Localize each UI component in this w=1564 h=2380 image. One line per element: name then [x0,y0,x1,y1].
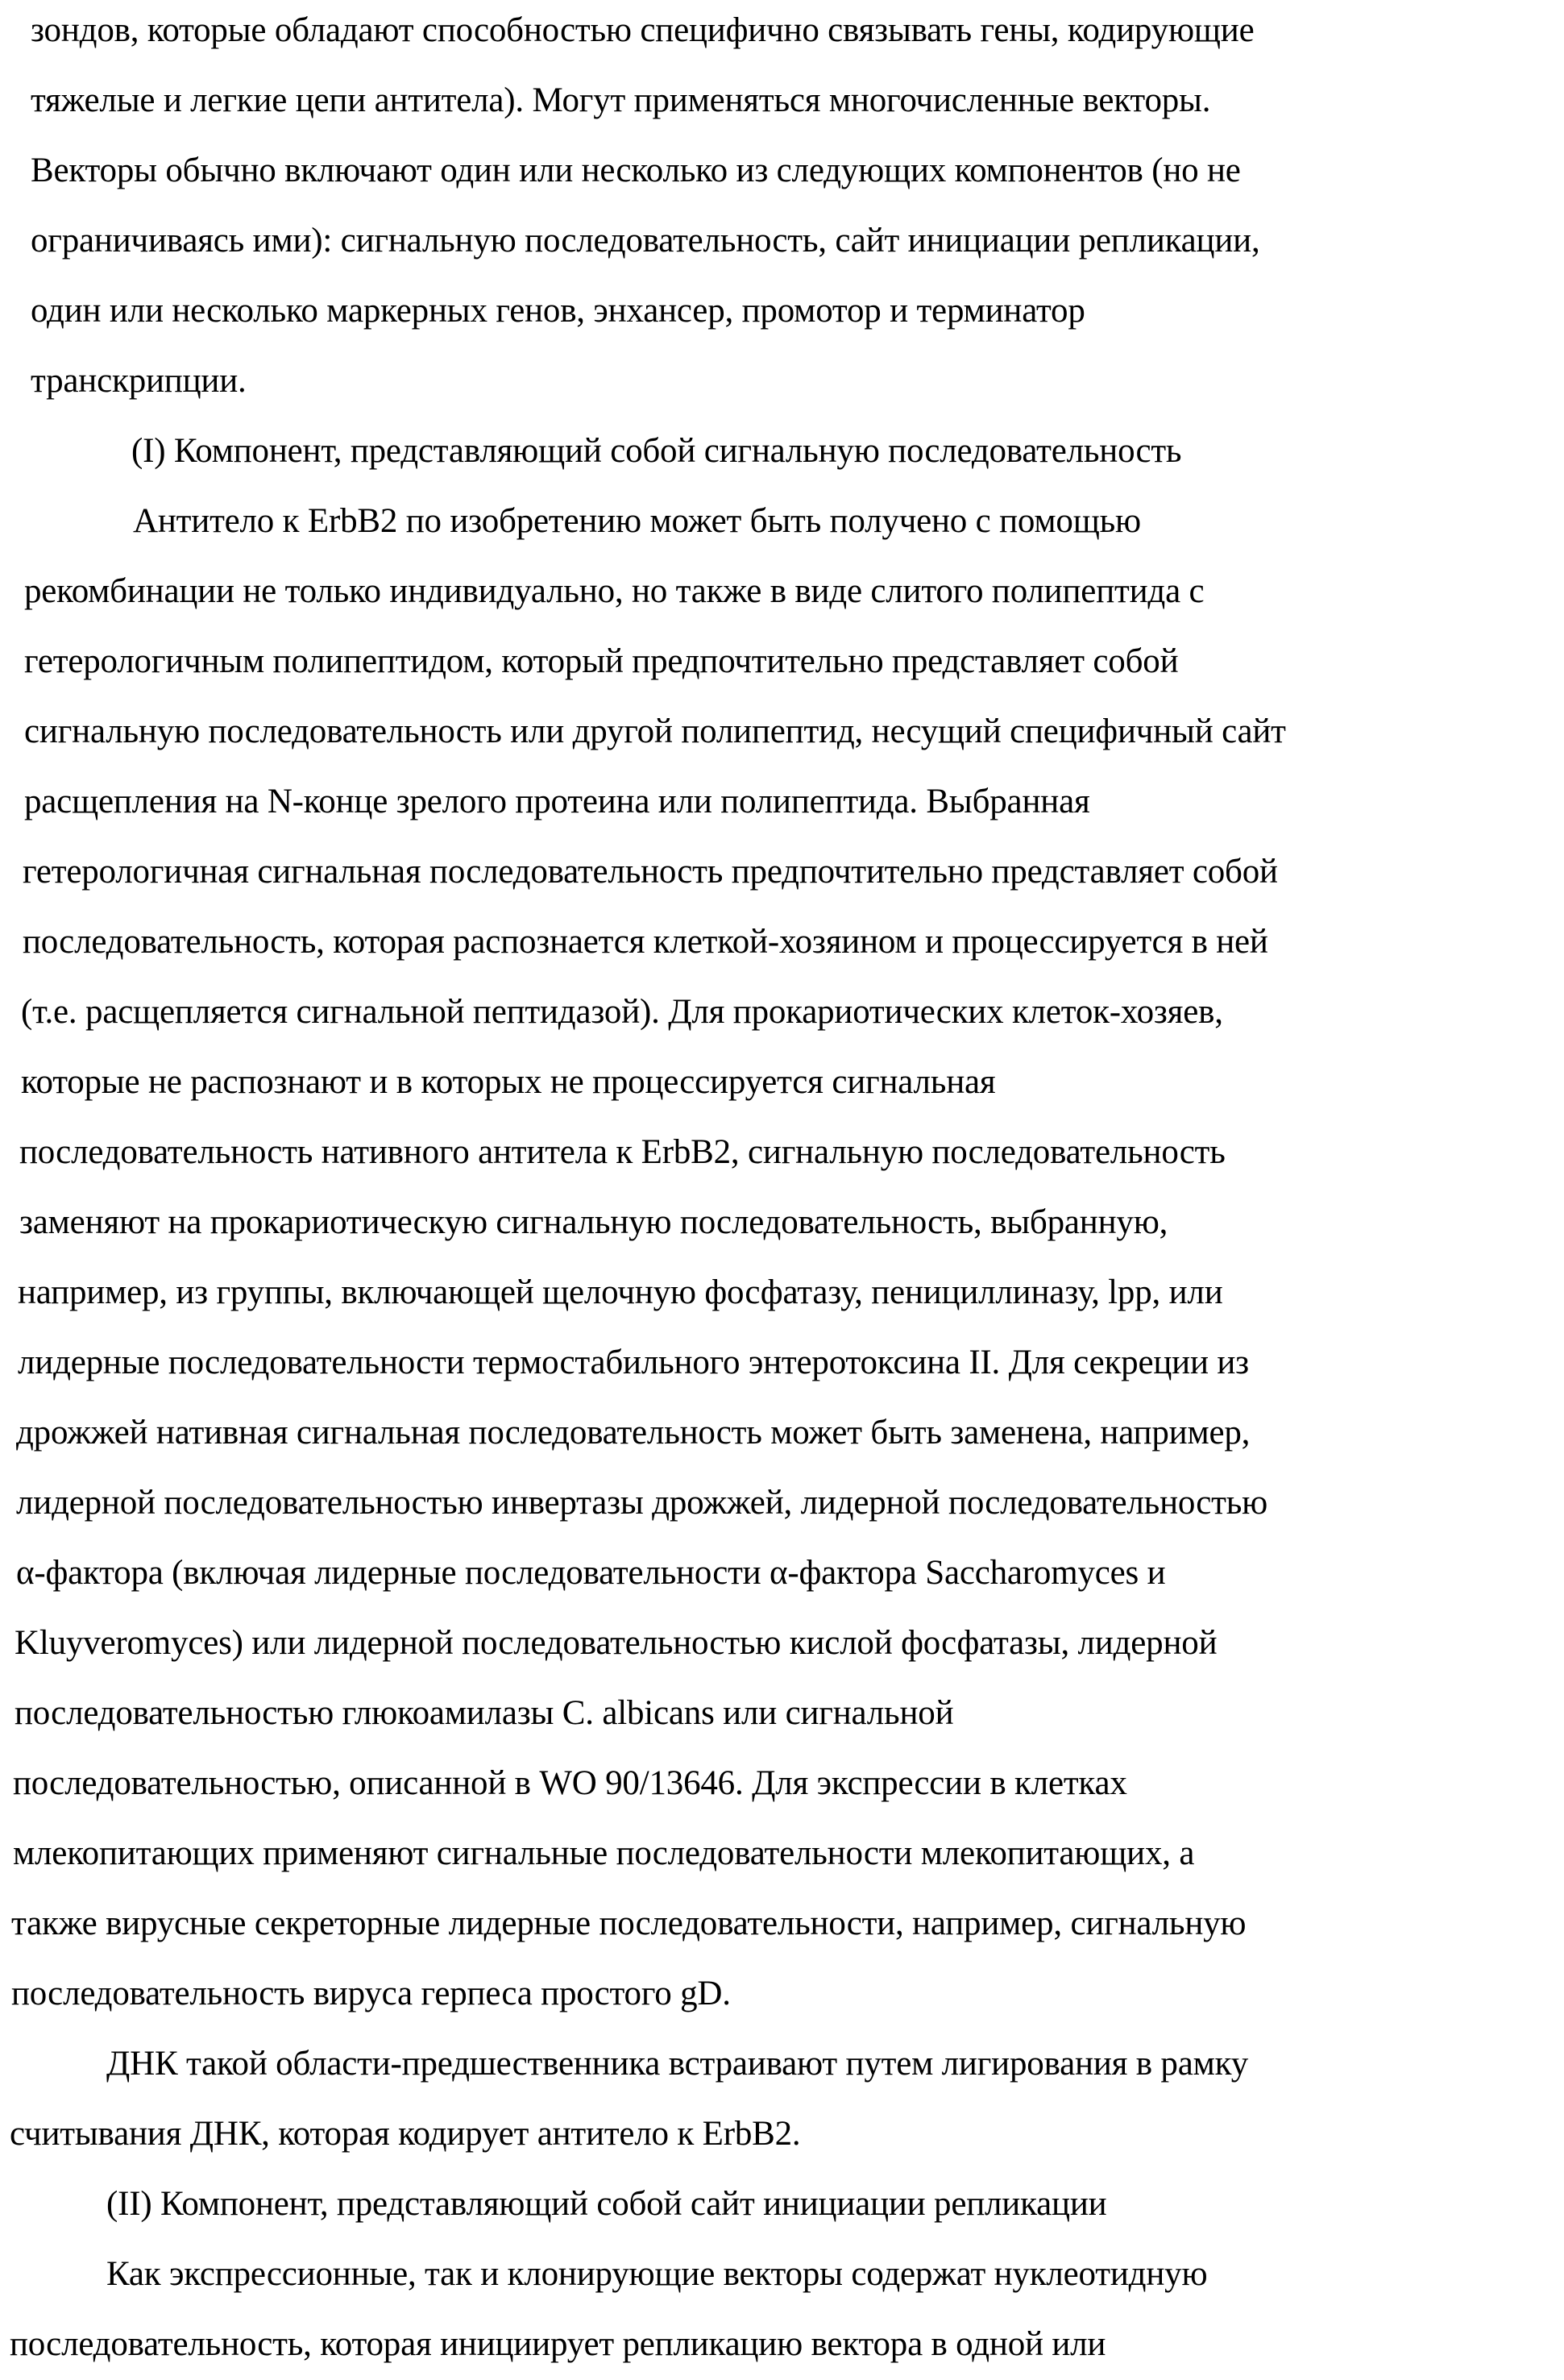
paragraph-line: считывания ДНК, которая кодирует антитело к ErbB2. [10,2115,801,2153]
paragraph-line: (т.е. расщепляется сигнальной пептидазой). Для прокариотических клеток-хозяев, [21,993,1223,1031]
paragraph-line: также вирусные секреторные лидерные последовательности, например, сигнальную [11,1904,1247,1942]
paragraph-line: последовательностью, описанной в WO 90/13646. Для экспрессии в клетках [13,1764,1127,1802]
paragraph-line: заменяют на прокариотическую сигнальную последовательность, выбранную, [19,1203,1168,1241]
paragraph-line: транскрипции. [31,362,247,400]
paragraph-line: последовательность нативного антитела к ErbB2, сигнальную последовательность [19,1133,1226,1171]
paragraph-line: последовательностью глюкоамилазы C. albicans или сигнальной [15,1694,954,1732]
paragraph-line: ДНК такой области-предшественника встраивают путем лигирования в рамку [106,2045,1248,2083]
paragraph-line: которые не распознают и в которых не процессируется сигнальная [21,1063,996,1101]
paragraph-line: Векторы обычно включают один или несколько из следующих компонентов (но не [31,152,1241,189]
paragraph-line: гетерологичным полипептидом, который предпочтительно представляет собой [24,642,1179,680]
paragraph-line: расщепления на N-конце зрелого протеина или полипептида. Выбранная [24,783,1090,820]
paragraph-line: млекопитающих применяют сигнальные последовательности млекопитающих, а [13,1834,1195,1872]
paragraph-line: тяжелые и легкие цепи антитела). Могут применяться многочисленные векторы. [31,81,1211,119]
paragraph-line: ограничиваясь ими): сигнальную последовательность, сайт инициации репликации, [31,222,1260,260]
paragraph-line: лидерной последовательностью инвертазы дрожжей, лидерной последовательностью [16,1484,1268,1522]
paragraph-line: зондов, которые обладают способностью специфично связывать гены, кодирующие [31,11,1255,49]
paragraph-line: Как экспрессионные, так и клонирующие векторы содержат нуклеотидную [106,2255,1208,2293]
paragraph-line: последовательность, которая распознается клеткой-хозяином и процессируется в ней [23,923,1268,961]
paragraph-line: последовательность, которая инициирует репликацию вектора в одной или [10,2325,1106,2363]
paragraph-line: Антитело к ErbB2 по изобретению может быть получено с помощью [133,502,1141,540]
section-heading: (II) Компонент, представляющий собой сайт инициации репликации [106,2185,1107,2223]
paragraph-line: рекомбинации не только индивидуально, но также в виде слитого полипептида с [24,572,1205,610]
paragraph-line: например, из группы, включающей щелочную фосфатазу, пенициллиназу, lpp, или [18,1273,1223,1311]
paragraph-line: последовательность вируса герпеса простого gD. [11,1975,731,2012]
paragraph-line: α-фактора (включая лидерные последовательности α-фактора Saccharomyces и [16,1554,1166,1592]
section-heading: (I) Компонент, представляющий собой сигнальную последовательность [131,432,1182,470]
paragraph-line: один или несколько маркерных генов, энхансер, промотор и терминатор [31,292,1085,330]
paragraph-line: сигнальную последовательность или другой полипептид, несущий специфичный сайт [24,712,1286,750]
paragraph-line: лидерные последовательности термостабильного энтеротоксина II. Для секреции из [18,1344,1249,1381]
paragraph-line: Kluyveromyces) или лидерной последовательностью кислой фосфатазы, лидерной [15,1624,1218,1662]
paragraph-line: гетерологичная сигнальная последовательность предпочтительно представляет собой [23,853,1278,891]
paragraph-line: дрожжей нативная сигнальная последовательность может быть заменена, например, [16,1414,1251,1452]
